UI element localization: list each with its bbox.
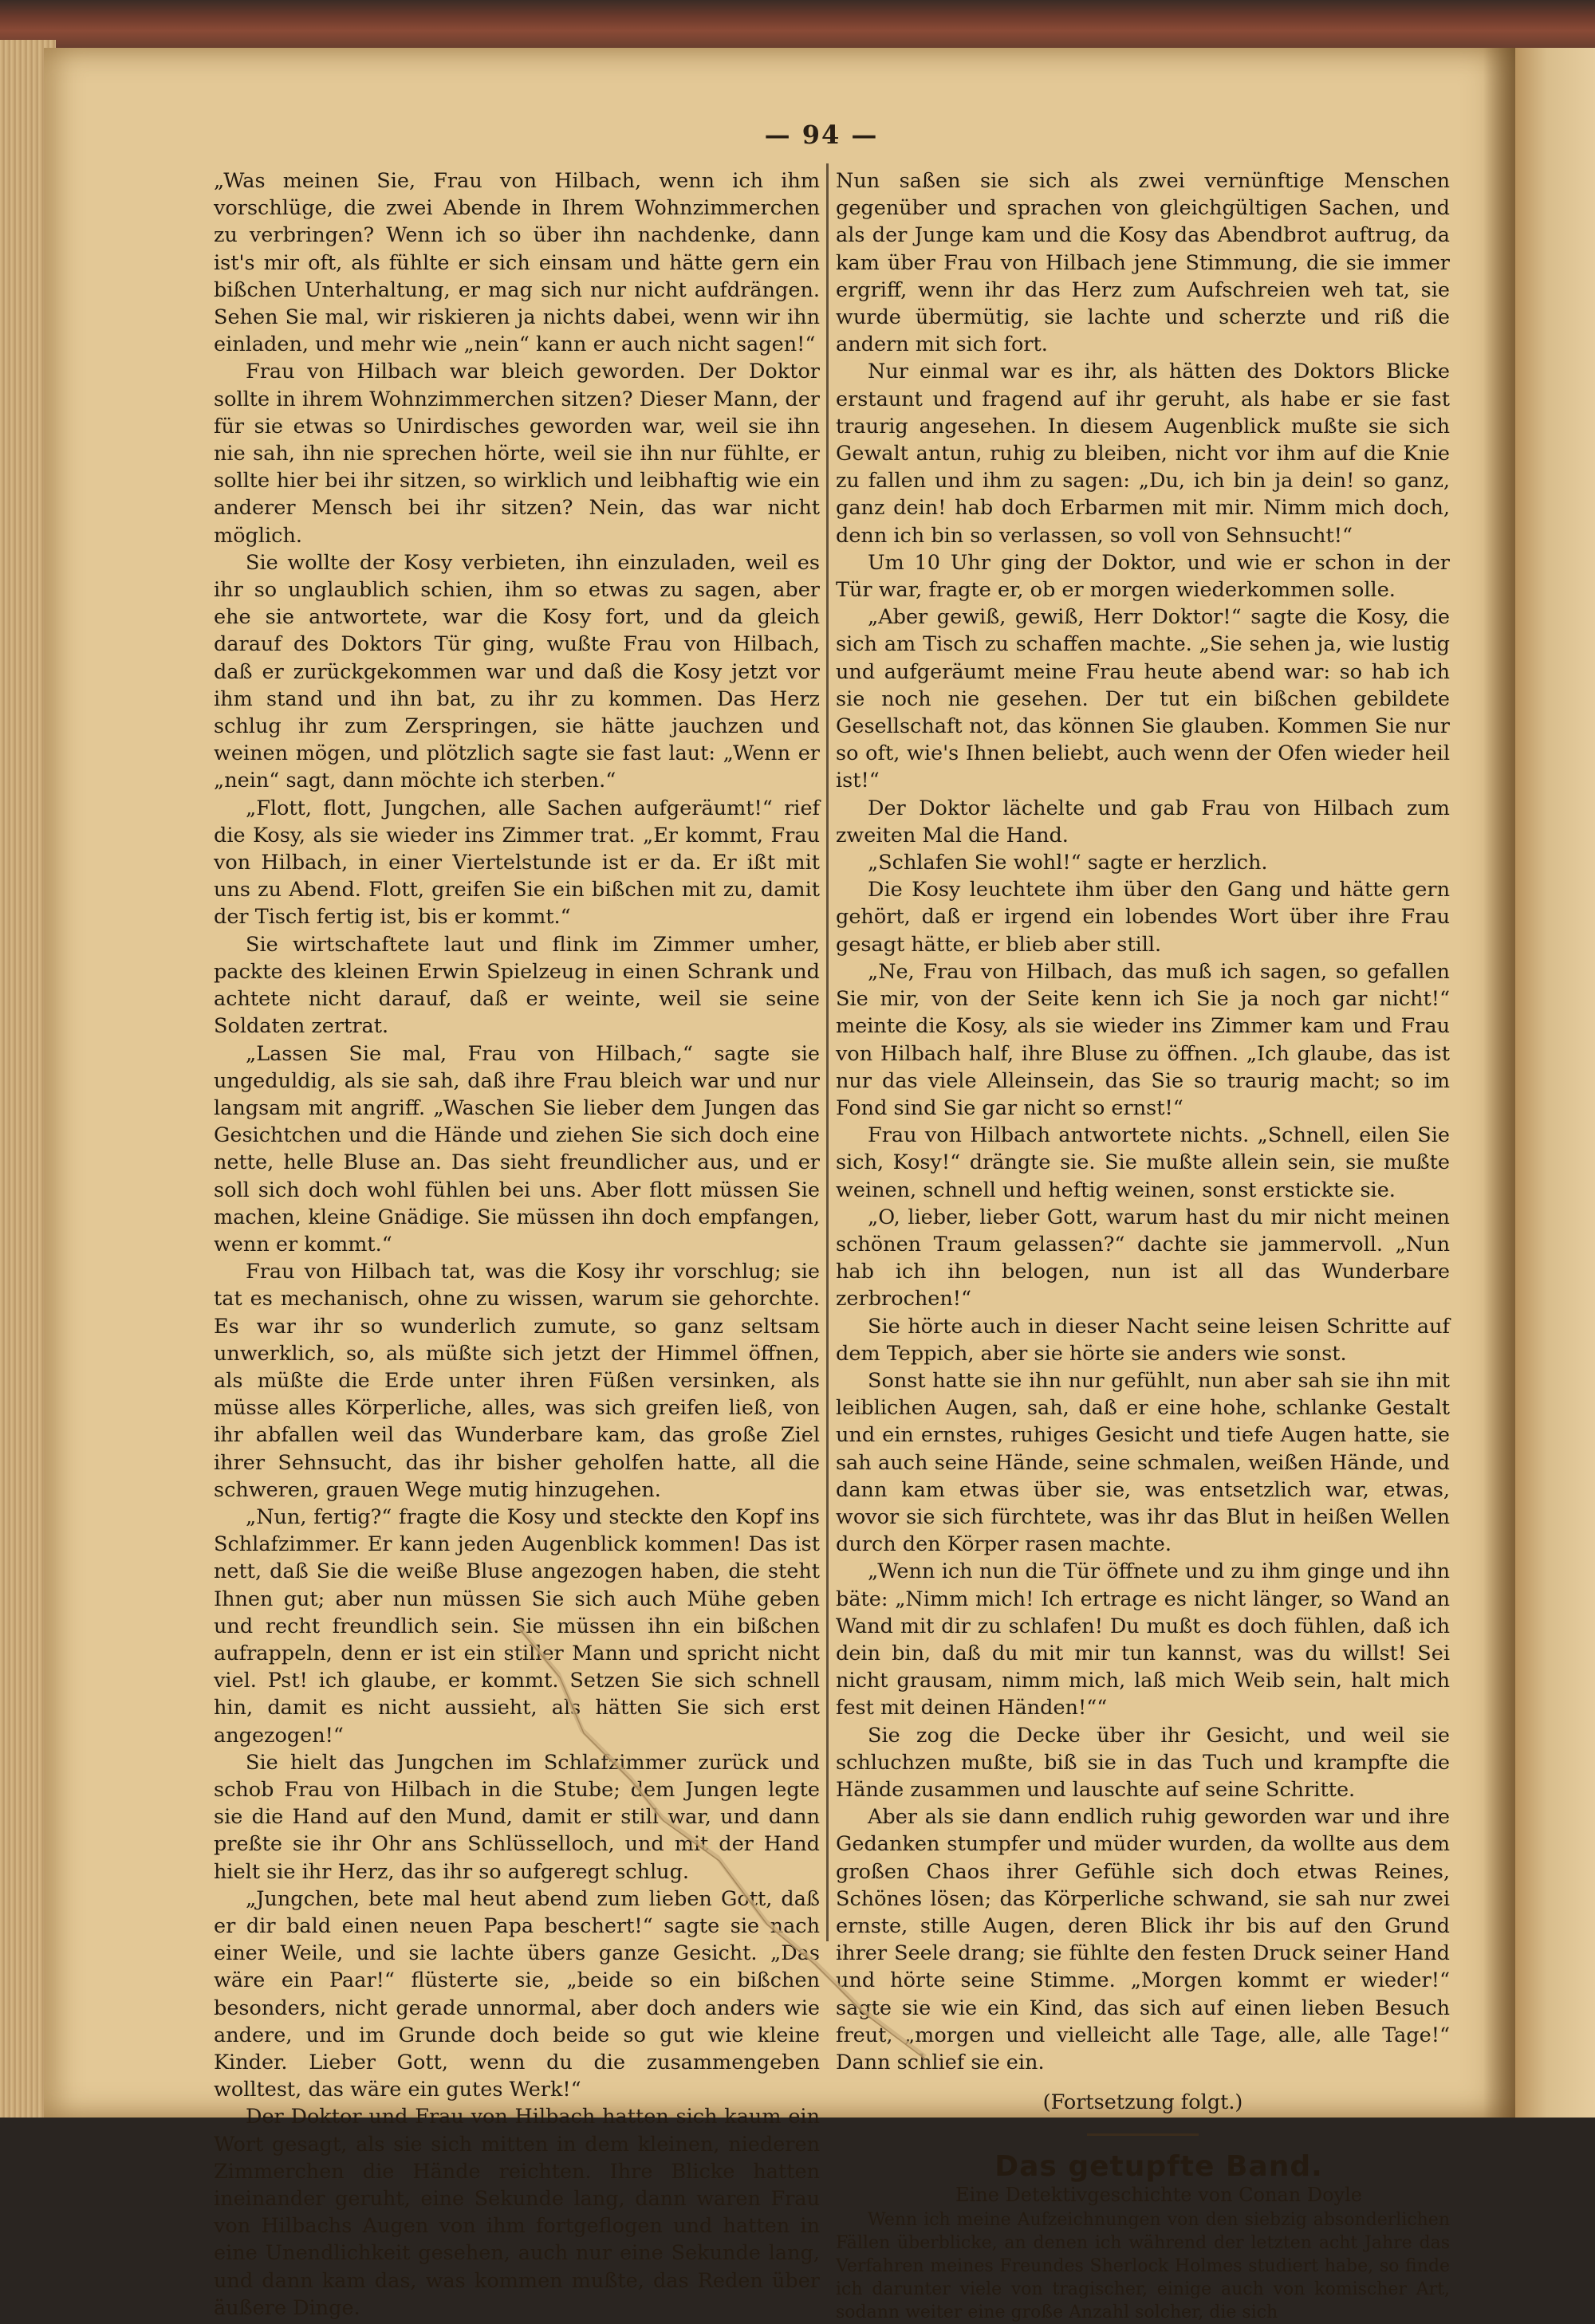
paragraph: Frau von Hilbach antwortete nichts. „Schnell, eilen Sie sich, Kosy!“ drängte sie. Sie mußte allein sein, sie mußte weinen, schnell und heftig weinen, sonst erstickte sie. xyxy=(836,1123,1450,1202)
paragraph: „Aber gewiß, gewiß, Herr Doktor!“ sagte die Kosy, die sich am Tisch zu schaffen machte. „Sie sehen ja, wie lustig und aufgeräumt meine Frau heute abend war: so hab ich sie noch nie gesehen. Der tut ein bißchen gebildete Gesellschaft not, das können Sie glauben. Kommen Sie nur so oft, wie's Ihnen beliebt, auch wenn der Ofen wieder heil ist!“ xyxy=(836,605,1450,793)
paragraph: „Lassen Sie mal, Frau von Hilbach,“ sagte sie ungeduldig, als sie sah, daß ihre Frau bleich war und nur langsam mit angriff. „Waschen Sie lieber dem Jungen das Gesichtchen und die Hände und ziehen Sie sich doch eine nette, helle Bluse an. Das sieht freundlicher aus, und er soll sich doch wohl fühlen bei uns. Aber flott müssen Sie machen, kleine Gnädige. Sie müssen ihn doch empfangen, wenn er kommt.“ xyxy=(214,1041,820,1256)
paragraph: Sonst hatte sie ihn nur gefühlt, nun aber sah sie ihn mit leiblichen Augen, sah, daß er eine hohe, schlanke Gestalt und ein ernstes, ruhiges Gesicht und tiefe Augen hatte, sie sah auch seine Hände, seine schmalen, weißen Hände, und dann kam etwas über sie, was entsetzlich war, etwas, wovor sie sich fürchtete, was ihr das Blut in heißen Wellen durch den Körper rasen machte. xyxy=(836,1368,1450,1557)
page-number: — 94 — xyxy=(764,120,879,150)
paragraph: „Flott, flott, Jungchen, alle Sachen aufgeräumt!“ rief die Kosy, als sie wieder ins Zimmer trat. „Er kommt, Frau von Hilbach, in einer Viertelstunde ist er da. Er ißt mit uns zu Abend. Flott, greifen Sie ein bißchen mit zu, damit der Tisch fertig ist, bis er kommt.“ xyxy=(214,796,820,930)
story-title: Das getupfte Band. xyxy=(994,2150,1323,2184)
paragraph: „Nun, fertig?“ fragte die Kosy und steckte den Kopf ins Schlafzimmer. Er kann jeden Augenblick kommen! Das ist nett, daß Sie die weiße Bluse angezogen haben, die steht Ihnen gut; aber nun müssen Sie sich auch Mühe geben und recht freundlich sein. Sie müssen ihn ein bißchen aufrappeln, denn er ist ein stiller Mann und spricht nicht viel. Pst! ich glaube, er kommt. Setzen Sie sich schnell hin, damit es nicht aussieht, als hätten Sie sich erst angezogen!“ xyxy=(214,1504,820,1748)
story-text: Wenn ich meine Aufzeichnungen von den siebzig absonderlichen Fällen überblicke, an denen ich während der letzten acht Jahre das Verfahren meines Freundes Sherlock Holmes studiert habe, so finde ich darunter viele von tragischer, einige auch von komischer Art, sodann weiter eine große Anzahl solcher, die sich xyxy=(836,2209,1450,2322)
facing-page-edge xyxy=(1515,48,1595,2118)
paragraph: „O, lieber, lieber Gott, warum hast du mir nicht meinen schönen Traum gelassen?“ dachte sie jammervoll. „Nun hab ich ihn belogen, nun ist all das Wunderbare zerbrochen!“ xyxy=(836,1205,1450,1311)
section-separator xyxy=(1087,2133,1199,2136)
paragraph: „Schlafen Sie wohl!“ sagte er herzlich. xyxy=(868,851,1268,875)
continued-note: (Fortsetzung folgt.) xyxy=(1042,2090,1243,2115)
paragraph: Sie wirtschaftete laut und flink im Zimmer umher, packte des kleinen Erwin Spielzeug in einen Schrank und achtete nicht darauf, daß er weinte, weil sie seine Soldaten zertrat. xyxy=(214,932,820,1039)
paragraph: Der Doktor lächelte und gab Frau von Hilbach zum zweiten Mal die Hand. xyxy=(836,796,1450,847)
paragraph: Frau von Hilbach war bleich geworden. Der Doktor sollte in ihrem Wohnzimmerchen sitzen? Dieser Mann, der für sie etwas so Unirdisches geworden war, weil sie ihn nie sah, ihn nie sprechen hörte, weil sie ihn nur fühlte, er sollte hier bei ihr sitzen, so wirklich und leibhaftig wie ein anderer Mensch bei ihr sitzen? Nein, das war nicht möglich. xyxy=(214,360,820,548)
paragraph: Nur einmal war es ihr, als hätten des Doktors Blicke erstaunt und fragend auf ihr geruht, als habe er sie fast traurig angesehen. In diesem Augenblick mußte sie sich Gewalt antun, ruhig zu bleiben, nicht vor ihm auf die Knie zu fallen und ihm zu sagen: „Du, ich bin ja dein! so ganz, ganz dein! hab doch Erbarmen mit mir. Nimm mich doch, denn ich bin so verlassen, so voll von Sehnsucht!“ xyxy=(836,360,1450,548)
story-subtitle: Eine Detektivgeschichte von Conan Doyle xyxy=(955,2183,1362,2206)
paragraph: „Was meinen Sie, Frau von Hilbach, wenn ich ihm vorschlüge, die zwei Abende in Ihrem Wohnzimmerchen zu verbringen? Wenn ich so über ihn nachdenke, dann ist's mir oft, als fühlte er sich einsam und hätte gern ein bißchen Unterhaltung, er mag sich nur nicht aufdrängen. Sehen Sie mal, wir riskieren ja nichts dabei, wenn wir ihn einladen, und mehr wie „nein“ kann er auch nicht sagen!“ xyxy=(214,169,820,357)
column-divider xyxy=(826,163,829,1941)
paragraph: „Jungchen, bete mal heut abend zum lieben Gott, daß er dir bald einen neuen Papa beschert!“ sagte sie nach einer Weile, und sie lachte übers ganze Gesicht. „Das wäre ein Paar!“ flüsterte sie, „beide so ein bißchen besonders, nicht gerade unnormal, aber doch anders wie andere, und im Grunde doch beide so gut wie kleine Kinder. Lieber Gott, wenn du die zusammengeben wolltest, das wäre ein gutes Werk!“ xyxy=(214,1886,820,2102)
paragraph: Frau von Hilbach tat, was die Kosy ihr vorschlug; sie tat es mechanisch, ohne zu wissen, warum sie gehorchte. Es war ihr so wunderlich zumute, so ganz seltsam unwerklich, so, als müßte sich jetzt der Himmel öffnen, als müßte die Erde unter ihren Füßen versinken, als müsse alles Körperliche, alles, was sich greifen ließ, von ihr abfallen weil das Wunderbare kam, das große Ziel ihrer Sehnsucht, das ihr bisher geholfen hatte, all die schweren, grauen Wege mutig hinzugehen. xyxy=(214,1260,820,1502)
paragraph: Die Kosy leuchtete ihm über den Gang und hätte gern gehört, daß er irgend ein lobendes Wort über ihre Frau gesagt hätte, er blieb aber still. xyxy=(836,878,1450,957)
paragraph: Nun saßen sie sich als zwei vernünftige Menschen gegenüber und sprachen von gleichgültigen Sachen, und als der Junge kam und die Kosy das Abendbrot auftrug, da kam über Frau von Hilbach jene Stimmung, die sie immer ergriff, wenn ihr das Herz zum Aufschreien weh tat, sie wurde übermütig, sie lachte und scherzte und riß die andern mit sich fort. xyxy=(836,169,1450,357)
paragraph: Sie hörte auch in dieser Nacht seine leisen Schritte auf dem Teppich, aber sie hörte sie anders wie sonst. xyxy=(836,1314,1450,1366)
paragraph: Sie zog die Decke über ihr Gesicht, und weil sie schluchzen mußte, biß sie in das Tuch und krampfte die Hände zusammen und lauschte auf seine Schritte. xyxy=(836,1723,1450,1802)
paragraph: Um 10 Uhr ging der Doktor, und wie er schon in der Tür war, fragte er, ob er morgen wiederkommen solle. xyxy=(836,550,1450,603)
paragraph: „Wenn ich nun die Tür öffnete und zu ihm ginge und ihn bäte: „Nimm mich! Ich ertrage es nicht länger, so Wand an Wand mit dir zu schlafen! Du mußt es doch fühlen, daß ich dein bin, daß du mit mir tun kannst, was du willst! Sei nicht grausam, nimm mich, laß mich Weib sein, halt mich fest mit deinen Händen!““ xyxy=(836,1559,1450,1720)
left-column xyxy=(214,167,820,2322)
paragraph: Sie hielt das Jungchen im Schlafzimmer zurück und schob Frau von Hilbach in die Stube; dem Jungen legte sie die Hand auf den Mund, damit er still war, und dann preßte sie ihr Ohr ans Schlüsselloch, und mit der Hand hielt sie ihr Herz, das ihr so aufgeregt schlug. xyxy=(214,1750,820,1884)
paragraph: „Ne, Frau von Hilbach, das muß ich sagen, so gefallen Sie mir, von der Seite kenn ich Sie ja noch gar nicht!“ meinte die Kosy, als sie wieder ins Zimmer kam und Frau von Hilbach half, ihre Bluse zu öffnen. „Ich glaube, das ist nur das viele Alleinsein, das Sie so traurig macht; so im Fond sind Sie gar nicht so ernst!“ xyxy=(836,959,1450,1120)
right-column xyxy=(836,167,1450,2324)
paragraph: Der Doktor und Frau von Hilbach hatten sich kaum ein Wort gesagt, als sie sich mitten in dem kleinen, niederen Zimmerchen die Hände reichten. Ihre Blicke hatten ineinander geruht, eine Sekunde lang, dann waren Frau von Hilbachs Augen von ihm fortgeflogen und hatten in eine Unendlichkeit gesehen, auch nur eine Sekunde lang, und dann kam das, was kommen mußte, das Reden über äußere Dinge. xyxy=(214,2105,820,2320)
paragraph: Aber als sie dann endlich ruhig geworden war und ihre Gedanken stumpfer und müder wurden, da wollte aus dem großen Chaos ihrer Gefühle sich doch etwas Reines, Schönes lösen; das Körperliche schwand, sie sah nur zwei ernste, stille Augen, deren Blick ihr bis auf den Grund ihrer Seele drang; sie fühlte den festen Druck seiner Hand und hörte seine Stimme. „Morgen kommt er wieder!“ sagte sie wie ein Kind, das sich auf einen lieben Besuch freut, „morgen und vielleicht alle Tage, alle, alle Tage!“ Dann schlief sie ein. xyxy=(836,1805,1450,2075)
paragraph: Sie wollte der Kosy verbieten, ihn einzuladen, weil es ihr so unglaublich schien, ihm so etwas zu sagen, aber ehe sie antwortete, war die Kosy fort, und da gleich darauf des Doktors Tür ging, wußte Frau von Hilbach, daß er zurückgekommen war und daß die Kosy jetzt vor ihm stand und ihn bat, zu ihr zu kommen. Das Herz schlug ihr zum Zerspringen, sie hätte jauchzen und weinen mögen, und plötzlich sagte sie fast laut: „Wenn er „nein“ sagt, dann möchte ich sterben.“ xyxy=(214,550,820,793)
